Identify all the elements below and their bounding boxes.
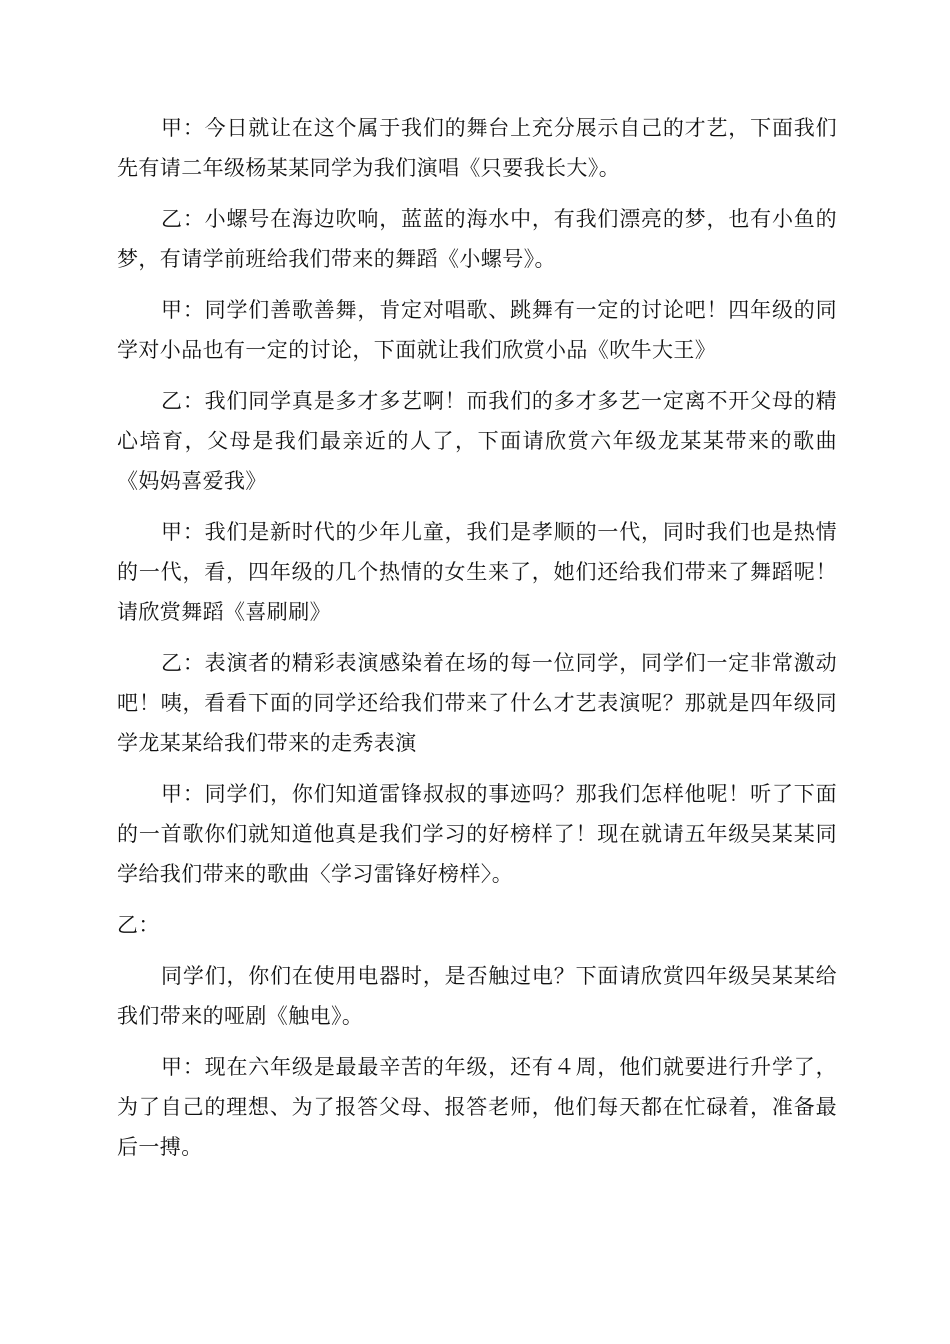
paragraph: 甲：现在六年级是最最辛苦的年级，还有４周，他们就要进行升学了，为了自己的理想、为了报答父母、报答老师，他们每天都在忙碌着，准备最后一搏。 [117, 1055, 837, 1159]
paragraph: 乙：我们同学真是多才多艺啊！而我们的多才多艺一定离不开父母的精心培育，父母是我们最亲近的人了，下面请欣赏六年级龙某某带来的歌曲《妈妈喜爱我》 [117, 389, 837, 493]
speaker-label: 乙： [117, 913, 160, 937]
paragraph: 甲：同学们善歌善舞，肯定对唱歌、跳舞有一定的讨论吧！四年级的同学对小品也有一定的讨论，下面就让我们欣赏小品《吹牛大王》 [117, 298, 837, 362]
paragraph: 同学们，你们在使用电器时，是否触过电？下面请欣赏四年级吴某某给我们带来的哑剧《触电》。 [117, 964, 837, 1028]
paragraph: 乙：小螺号在海边吹响，蓝蓝的海水中，有我们漂亮的梦，也有小鱼的梦，有请学前班给我们带来的舞蹈《小螺号》。 [117, 207, 837, 271]
paragraph: 乙：表演者的精彩表演感染着在场的每一位同学，同学们一定非常激动吧！咦，看看下面的同学还给我们带来了什么才艺表演呢？那就是四年级同学龙某某给我们带来的走秀表演 [117, 651, 837, 755]
paragraph: 甲：我们是新时代的少年儿童，我们是孝顺的一代，同时我们也是热情的一代，看，四年级的几个热情的女生来了，她们还给我们带来了舞蹈呢！请欣赏舞蹈《喜刷刷》 [117, 520, 837, 624]
paragraph: 甲：同学们，你们知道雷锋叔叔的事迹吗？那我们怎样他呢！听了下面的一首歌你们就知道他真是我们学习的好榜样了！现在就请五年级吴某某同学给我们带来的歌曲〈学习雷锋好榜样〉。 [117, 782, 837, 886]
paragraph: 甲：今日就让在这个属于我们的舞台上充分展示自己的才艺，下面我们先有请二年级杨某某同学为我们演唱《只要我长大》。 [117, 116, 837, 180]
document-body [117, 108, 837, 1178]
